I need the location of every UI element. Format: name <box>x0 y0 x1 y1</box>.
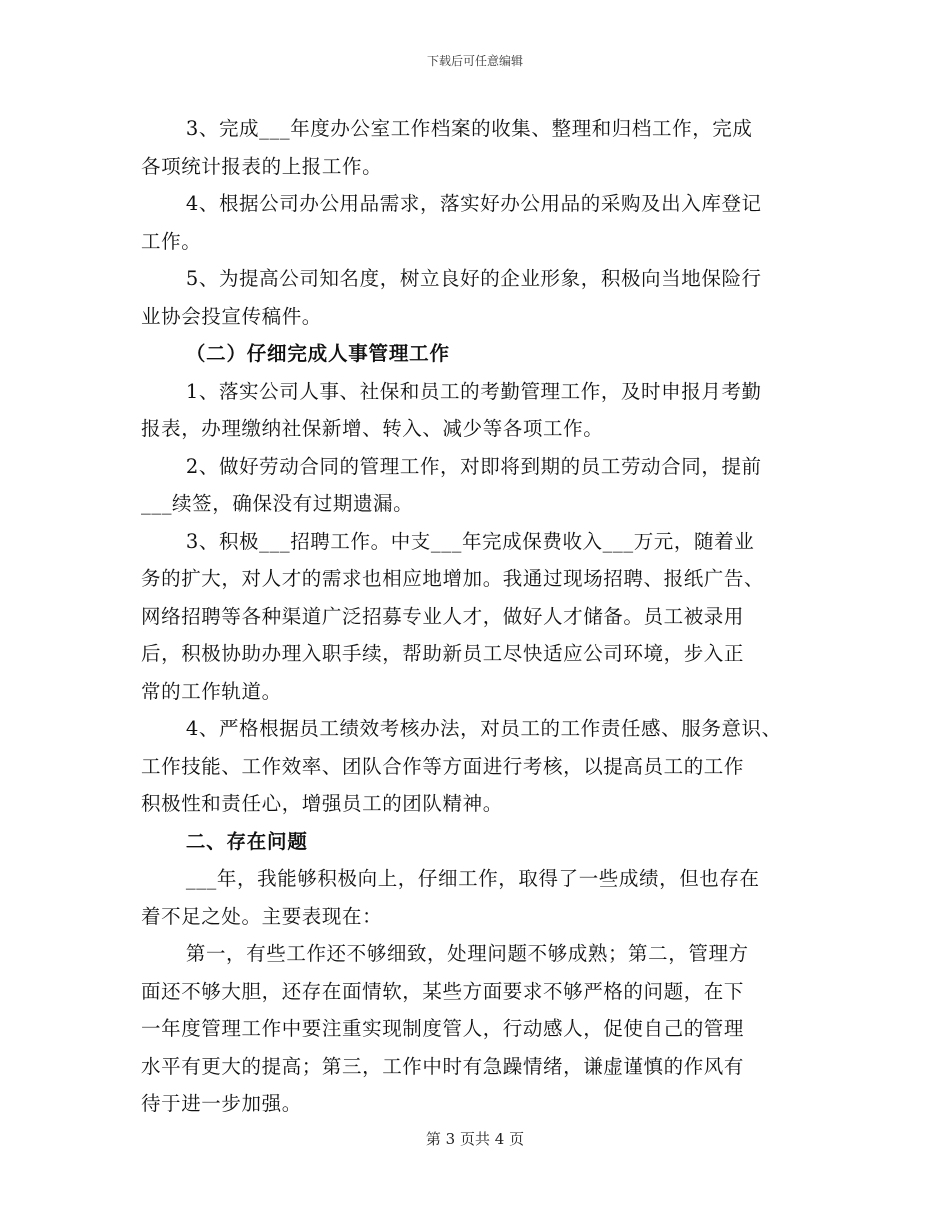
paragraph-line: 各项统计报表的上报工作。 <box>141 154 383 178</box>
paragraph-line: 2、做好劳动合同的管理工作，对即将到期的员工劳动合同，提前 <box>185 454 762 478</box>
paragraph-line: 一年度管理工作中要注重实现制度管人，行动感人，促使自己的管理 <box>141 1017 745 1040</box>
paragraph-line: 1、落实公司人事、社保和员工的考勤管理工作，及时申报月考勤 <box>185 379 762 403</box>
paragraph-line: ___续签，确保没有过期遗漏。 <box>141 492 414 515</box>
paragraph-line: ___年，我能够积极向上，仔细工作，取得了一些成绩，但也存在 <box>185 867 760 890</box>
section-heading-problems: 二、存在问题 <box>185 829 308 853</box>
paragraph-line: 务的扩大，对人才的需求也相应地增加。我通过现场招聘、报纸广告、 <box>141 567 765 590</box>
paragraph-line: 水平有更大的提高；第三，工作中时有急躁情绪，谦虚谨慎的作风有 <box>141 1054 745 1078</box>
paragraph-line: 第一，有些工作还不够细致，处理问题不够成熟；第二，管理方 <box>185 942 749 965</box>
paragraph-line: 业协会投宣传稿件。 <box>141 304 322 328</box>
paragraph-line: 积极性和责任心，增强员工的团队精神。 <box>141 792 503 815</box>
paragraph-line: 报表，办理缴纳社保新增、转入、减少等各项工作。 <box>141 417 604 440</box>
paragraph-line: 工作。 <box>141 229 202 253</box>
paragraph-line: 工作技能、工作效率、团队合作等方面进行考核，以提高员工的工作 <box>141 754 745 778</box>
paragraph-line: 后，积极协助办理入职手续，帮助新员工尽快适应公司环境，步入正 <box>141 642 745 665</box>
section-heading-personnel: （二）仔细完成人事管理工作 <box>185 342 450 365</box>
paragraph-line: 3、积极___招聘工作。中支___年完成保费收入___万元，随着业 <box>185 529 755 553</box>
paragraph-line: 4、严格根据员工绩效考核办法，对员工的工作责任感、服务意识、 <box>185 717 782 740</box>
paragraph-line: 面还不够大胆，还存在面情软，某些方面要求不够严格的问题，在下 <box>141 979 745 1003</box>
paragraph-line: 待于进一步加强。 <box>141 1092 302 1115</box>
paragraph-line: 4、根据公司办公用品需求，落实好办公用品的采购及出入库登记 <box>185 192 762 215</box>
paragraph-line: 5、为提高公司知名度，树立良好的企业形象，积极向当地保险行 <box>185 267 762 290</box>
page-header-note: 下载后可任意编辑 <box>426 54 523 68</box>
paragraph-line: 着不足之处。主要表现在： <box>141 904 383 928</box>
paragraph-line: 3、完成___年度办公室工作档案的收集、整理和归档工作，完成 <box>185 117 753 140</box>
document-body <box>141 110 809 1123</box>
paragraph-line: 常的工作轨道。 <box>141 679 282 703</box>
paragraph-line: 网络招聘等各种渠道广泛招募专业人才，做好人才储备。员工被录用 <box>141 604 745 628</box>
page-number: 第 3 页共 4 页 <box>425 1130 525 1148</box>
